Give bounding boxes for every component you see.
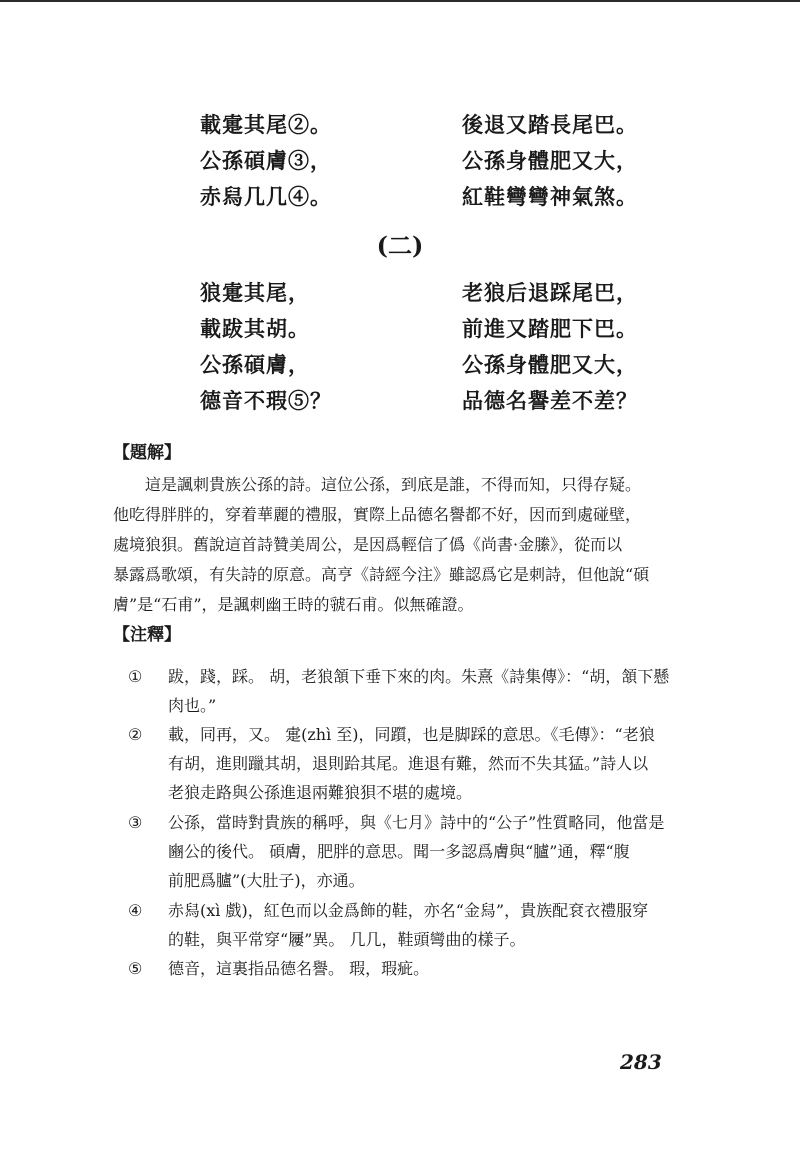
poem-line xyxy=(0,144,800,178)
paragraph-line: 這是諷刺貴族公孫的詩。這位公孫，到底是誰，不得而知，只得存疑。 xyxy=(145,475,642,494)
poem-line-original: 載疐其尾②。 xyxy=(200,112,332,137)
note-line: 的鞋，與平常穿“屨”異。 几几，鞋頭彎曲的樣子。 xyxy=(168,930,526,949)
poem-line-translation: 紅鞋彎彎神氣煞。 xyxy=(462,184,638,209)
poem-line xyxy=(0,384,800,418)
note-number: ② xyxy=(128,725,143,744)
note-line: 德音，這裏指品德名譽。 瑕，瑕疵。 xyxy=(168,959,430,978)
note-line: 肉也。” xyxy=(168,696,217,715)
poem-line-translation: 公孫身體肥又大， xyxy=(462,148,638,173)
note-line: 豳公的後代。 碩膚，肥胖的意思。聞一多認爲膚與“臚”通，釋“腹 xyxy=(168,842,630,861)
poem-line-translation: 公孫身體肥又大， xyxy=(462,352,638,377)
paragraph-line: 處境狼狽。舊說這首詩贊美周公，是因爲輕信了僞《尚書·金縢》，從而以 xyxy=(113,535,623,554)
page-number: 283 xyxy=(620,1050,662,1074)
poem-line xyxy=(0,108,800,142)
poem-line-original: 載跋其胡。 xyxy=(200,316,310,341)
note-number: ⑤ xyxy=(128,959,143,978)
poem-line-translation: 後退又踏長尾巴。 xyxy=(462,112,638,137)
note-line: 老狼走路與公孫進退兩難狼狽不堪的處境。 xyxy=(168,783,473,802)
note-body xyxy=(168,954,688,983)
poem-line xyxy=(0,180,800,214)
note-body xyxy=(168,720,688,807)
poem-line-translation: 前進又踏肥下巴。 xyxy=(462,316,638,341)
tijie-title: 【題解】 xyxy=(113,443,181,463)
note-line: 載，同再，又。 疐(zhì 至)，同躓，也是脚踩的意思。《毛傳》：“老狼 xyxy=(168,725,655,744)
note-line: 跋，踐，踩。 胡，老狼頷下垂下來的肉。朱熹《詩集傳》：“胡，頷下懸 xyxy=(168,667,670,686)
stanza-heading: (二) xyxy=(376,231,424,260)
note-number: ③ xyxy=(128,813,143,832)
paragraph-line: 暴露爲歌頌，有失詩的原意。高亨《詩經今注》雖認爲它是刺詩，但他說“碩 xyxy=(113,565,650,584)
paragraph-line: 他吃得胖胖的，穿着華麗的禮服，實際上品德名譽都不好，因而到處碰壁， xyxy=(113,505,642,524)
poem-line-translation: 老狼后退踩尾巴， xyxy=(462,280,638,305)
poem-line xyxy=(0,276,800,310)
poem-line-original: 公孫碩膚， xyxy=(200,352,310,377)
note-body xyxy=(168,808,688,895)
note-number: ④ xyxy=(128,901,143,920)
poem-line xyxy=(0,348,800,382)
note-body xyxy=(168,662,688,720)
poem-line-original: 公孫碩膚③， xyxy=(200,148,332,173)
poem-line-translation: 品德名譽差不差？ xyxy=(462,388,638,413)
note-body xyxy=(168,896,688,954)
zhushi-title: 【注釋】 xyxy=(113,625,181,645)
poem-line-original: 德音不瑕⑤？ xyxy=(200,388,332,413)
page-top-border xyxy=(0,0,800,2)
poem-line xyxy=(0,312,800,346)
poem-line-original: 赤舄几几④。 xyxy=(200,184,332,209)
note-line: 赤舄(xì 戲)，紅色而以金爲飾的鞋，亦名“金舄”，貴族配袞衣禮服穿 xyxy=(168,901,649,920)
note-line: 前肥爲臚”(大肚子)，亦通。 xyxy=(168,871,365,890)
note-number: ① xyxy=(128,667,143,686)
poem-line-original: 狼疐其尾， xyxy=(200,280,310,305)
note-line: 公孫，當時對貴族的稱呼，與《七月》詩中的“公子”性質略同，他當是 xyxy=(168,813,665,832)
note-line: 有胡，進則躐其胡，退則跲其尾。進退有難，然而不失其猛。”詩人以 xyxy=(168,754,649,773)
paragraph-line: 膚”是“石甫”，是諷刺幽王時的虢石甫。似無確證。 xyxy=(113,595,474,614)
tijie-paragraph xyxy=(113,470,683,620)
